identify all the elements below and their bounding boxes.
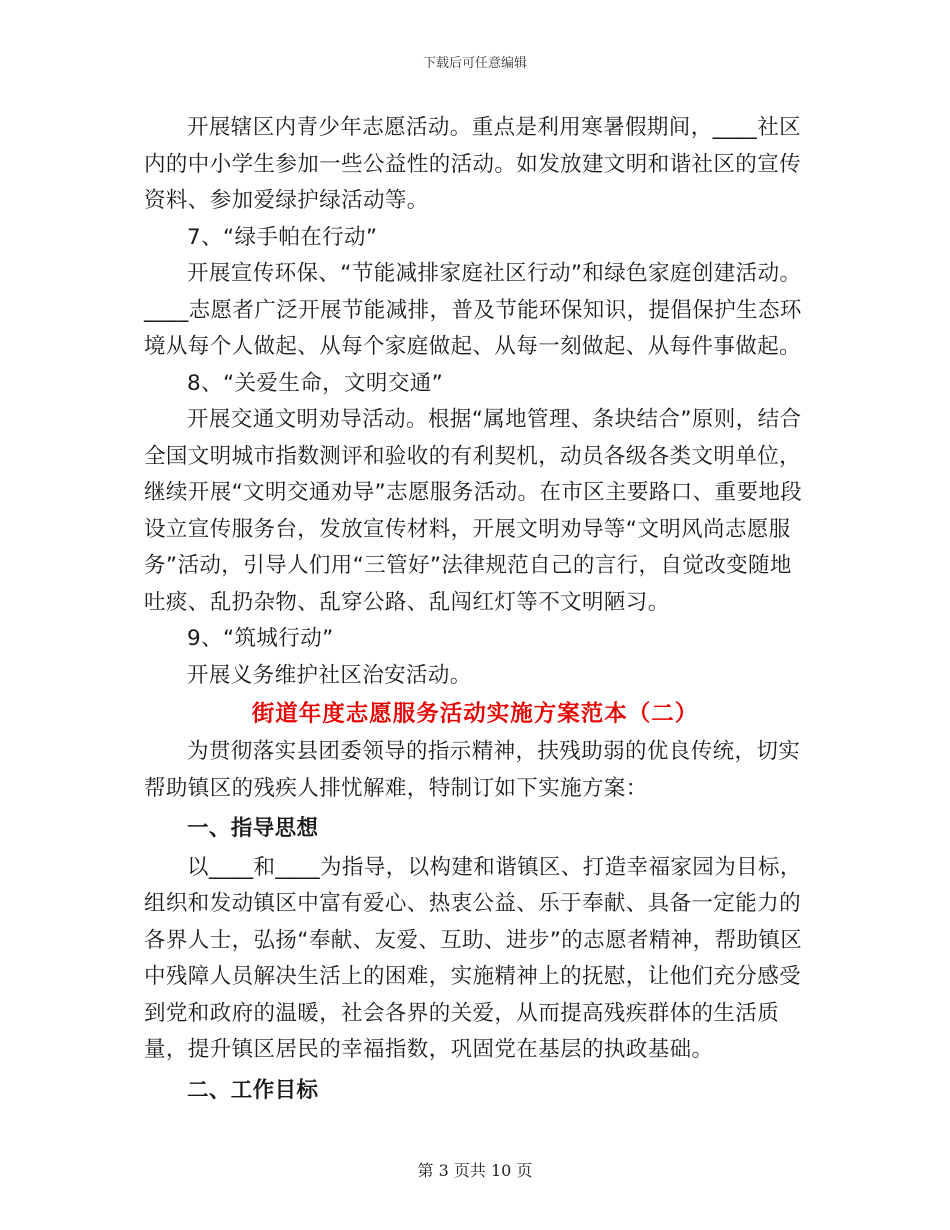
paragraph-environment: 开展宣传环保、“节能减排家庭社区行动”和绿色家庭创建活动。____志愿者广泛开展节能减排，普及节能环保知识，提倡保护生态环境从每个人做起、从每个家庭做起、从每一刻做起、从每件事做起。 (144, 261, 802, 359)
paragraph-traffic: 开展交通文明劝导活动。根据“属地管理、条块结合”原则，结合全国文明城市指数测评和验收的有利契机，动员各级各类文明单位，继续开展“文明交通劝导”志愿服务活动。在市区主要路口、重要地段设立宣传服务台，发放宣传材料，开展文明劝导等“文明风尚志愿服务”活动，引导人们用“三管好”法律规范自己的言行，自觉改变随地吐痰、乱扔杂物、乱穿公路、乱闯红灯等不文明陋习。 (144, 407, 803, 615)
page-number: 第 3 页共 10 页 (417, 1161, 533, 1180)
paragraph-intro: 为贯彻落实县团委领导的指示精神，扶残助弱的优良传统，切实帮助镇区的残疾人排忧解难，特制订如下实施方案： (144, 739, 801, 801)
item-8-title: 8、“关爱生命，文明交通” (187, 370, 444, 396)
paragraph-guiding-ideology: 以____和____为指导，以构建和谐镇区、打造幸福家园为目标，组织和发动镇区中富有爱心、热衷公益、乐于奉献、具备一定能力的各界人士，弘扬“奉献、友爱、互助、进步”的志愿者精神，帮助镇区中残障人员解决生活上的困难，实施精神上的抚慰，让他们充分感受到党和政府的温暖，社会各界的关爱，从而提高残疾群体的生活质量，提升镇区居民的幸福指数，巩固党在基层的执政基础。 (144, 854, 803, 1062)
paragraph-public-security: 开展义务维护社区治安活动。 (187, 662, 472, 688)
heading-guiding-ideology: 一、指导思想 (187, 816, 319, 841)
heading-work-goals: 二、工作目标 (187, 1077, 319, 1103)
item-7-title: 7、“绿手帕在行动” (187, 224, 378, 250)
document-body (144, 110, 806, 1111)
paragraph-youth-volunteer: 开展辖区内青少年志愿活动。重点是利用寒暑假期间，____社区内的中小学生参加一些公益性的活动。如发放建文明和谐社区的宣传资料、参加爱绿护绿活动等。 (144, 115, 802, 213)
section-title: 街道年度志愿服务活动实施方案范本（二） (251, 701, 699, 727)
page-header: 下载后可任意编辑 (422, 56, 527, 71)
item-9-title: 9、“筑城行动” (187, 626, 334, 651)
